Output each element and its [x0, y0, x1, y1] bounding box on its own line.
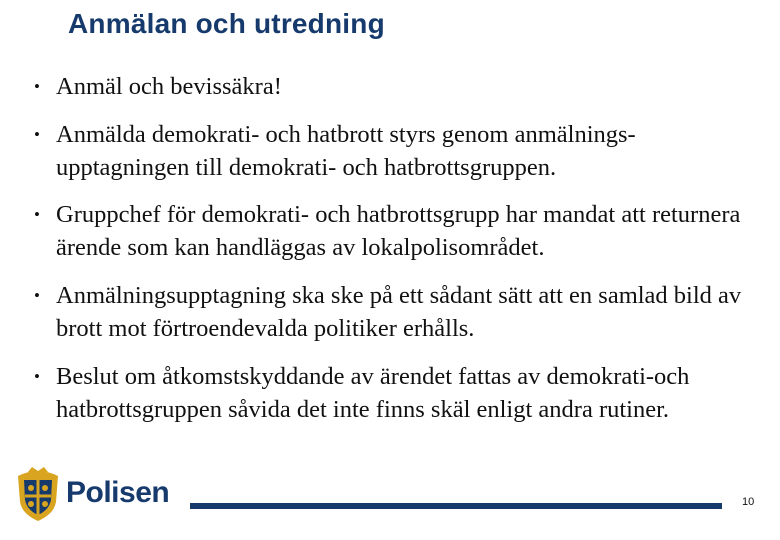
- brand-name: Polisen: [66, 476, 170, 509]
- bullet-item: [30, 118, 760, 184]
- bullet-text: Beslut om åtkomstskyddande av ärendet fattas av demokrati-och hatbrottsgruppen såvida det inte finns skäl enligt andra rutiner.: [56, 363, 690, 423]
- bullet-item: [30, 70, 760, 103]
- bullet-list: [30, 70, 760, 441]
- bullet-dot-icon: •: [34, 286, 40, 305]
- bullet-dot-icon: •: [34, 367, 40, 386]
- bullet-item: [30, 198, 760, 264]
- police-crest-icon: [14, 466, 62, 522]
- bullet-dot-icon: •: [34, 125, 40, 144]
- bullet-text: Anmäl och bevissäkra!: [56, 73, 282, 100]
- bullet-item: [30, 279, 760, 345]
- slide-title: Anmälan och utredning: [68, 8, 385, 39]
- bullet-dot-icon: •: [34, 205, 40, 224]
- bullet-text: Anmälningsupptagning ska ske på ett sådant sätt att en samlad bild av brott mot förtroendevalda politiker erhålls.: [56, 282, 742, 342]
- page-number: 10: [742, 496, 755, 508]
- bullet-text: Anmälda demokrati- och hatbrott styrs genom anmälnings-upptagningen till demokrati- och hatbrottsgruppen.: [56, 121, 636, 181]
- bullet-dot-icon: •: [34, 77, 40, 96]
- bullet-item: [30, 360, 760, 426]
- polisen-logo: [14, 466, 179, 522]
- bullet-text: Gruppchef för demokrati- och hatbrottsgrupp har mandat att returnera ärende som kan handläggas av lokalpolisområdet.: [56, 201, 741, 261]
- footer-divider: [190, 503, 722, 509]
